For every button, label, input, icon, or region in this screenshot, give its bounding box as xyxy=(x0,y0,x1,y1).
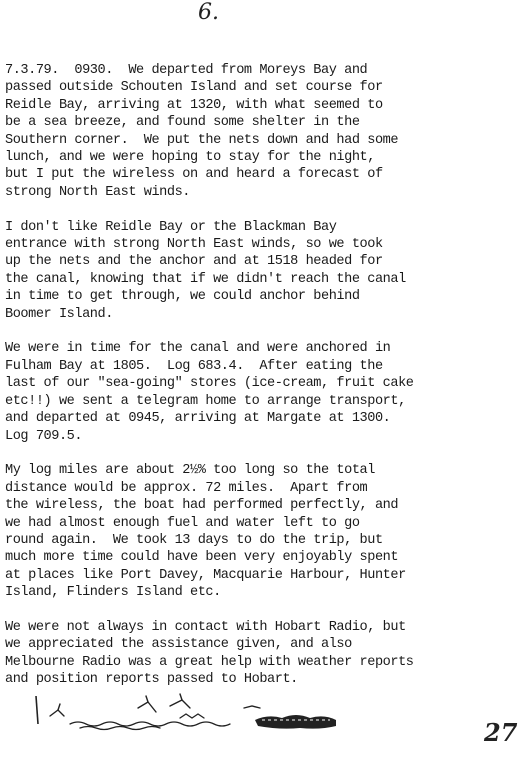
left-margin-line xyxy=(36,696,38,724)
paragraph-log-miles: My log miles are about 2½% too long so the total distance would be approx. 72 miles. Apart from the wireless, the boat had performed perfectly, and we had almost enough fuel and water left to go round again. We took 13 days to do the trip, but much more time could have been very enjoyably spent at places like Port Davey, Macquarie Harbour, Hunter Island, Flinders Island etc. xyxy=(5,463,406,601)
folio-number: 27 xyxy=(484,718,518,747)
typed-body-text xyxy=(5,62,521,706)
page-number: 6. xyxy=(198,0,219,25)
paragraph-radio: We were not always in contact with Hobart Radio, but we appreciated the assistance given, and also Melbourne Radio was a great help with weather reports and position reports passed to Hobart. xyxy=(5,619,414,688)
wave-scribble-icon xyxy=(70,714,230,730)
paragraph-departure: 7.3.79. 0930. We departed from Moreys Bay and passed outside Schouten Island and set course for Reidle Bay, arriving at 1320, with what seemed to be a sea breeze, and found some shelter in the Southern corner. We put the nets down and had some lunch, and we were hoping to stay for the night, but I put the wireless on and heard a forecast of strong North East winds. xyxy=(5,63,399,200)
paragraph-fulham-bay: We were in time for the canal and were anchored in Fulham Bay at 1805. Log 683.4. After eating the last of our "sea-going" stores (ice-cream, fruit cake etc!!) we sent a telegram home to arrange transport, and departed at 0945, arriving at Margate at 1300. Log 709.5. xyxy=(5,341,414,444)
bird-sketch-icon xyxy=(50,694,260,716)
paragraph-reidle-bay: I don't like Reidle Bay or the Blackman Bay entrance with strong North East winds, so we took up the nets and the anchor and at 1518 headed for the canal, knowing that if we didn't reach the canal in time to get through, we could anchor behind Boomer Island. xyxy=(5,219,406,322)
shoreline-scribble-icon xyxy=(255,715,336,729)
seascape-sketch-icon xyxy=(30,690,360,740)
